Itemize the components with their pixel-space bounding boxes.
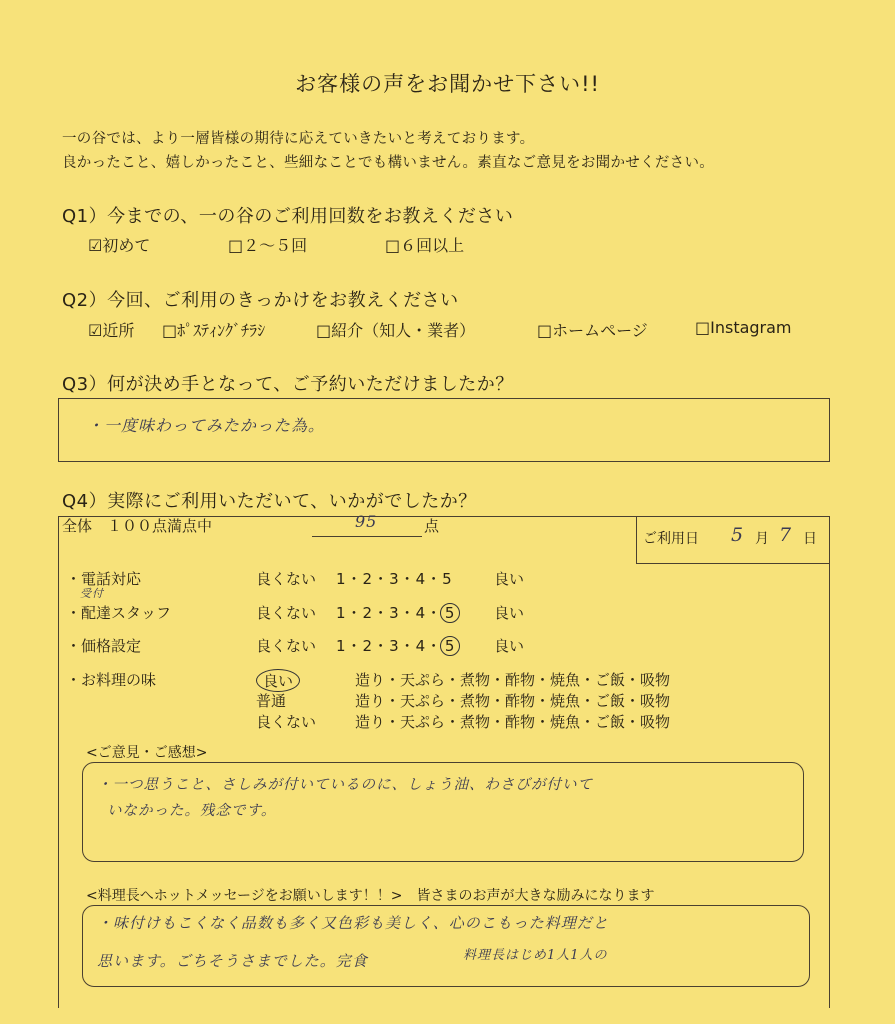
date-month-unit: 月 <box>755 531 769 547</box>
rating-phone-label: ・電話対応 <box>66 570 142 588</box>
rating-price-selected: 5 <box>440 636 460 656</box>
rating-delivery-annotation: 受付 <box>80 587 104 600</box>
message-line-1: ・味付けもこくなく品数も多く又色彩も美しく、心のこもった料理だと <box>97 914 609 932</box>
rating-price-scale-prefix: 1・2・3・4・ <box>336 637 443 655</box>
taste-label: ・お料理の味 <box>66 671 157 689</box>
score-value[interactable]: 95 <box>355 512 378 531</box>
q2-option-homepage[interactable]: □ホームページ <box>537 321 648 340</box>
comments-box[interactable] <box>82 762 804 862</box>
rating-delivery-label: ・配達スタッフ <box>66 604 172 622</box>
rating-delivery-scale-prefix: 1・2・3・4・ <box>336 604 443 622</box>
q1-question: Q1）今までの、一の谷のご利用回数をお教えください <box>62 206 514 227</box>
score-label: 全体 １００点満点中 <box>62 517 213 535</box>
rating-phone-scale[interactable]: 1・2・3・4・5 <box>336 570 453 588</box>
rating-price-good: 良い <box>494 637 525 655</box>
rating-delivery-scale[interactable] <box>336 602 458 623</box>
message-line-3: 料理長はじめ1人1人の <box>463 948 608 963</box>
rating-price-label: ・価格設定 <box>66 637 142 655</box>
rating-delivery-selected: 5 <box>440 603 460 623</box>
taste-items-normal: 造り・天ぷら・煮物・酢物・焼魚・ご飯・吸物 <box>355 692 671 710</box>
message-box[interactable] <box>82 905 810 987</box>
taste-items-good: 造り・天ぷら・煮物・酢物・焼魚・ご飯・吸物 <box>355 671 671 689</box>
comments-line-2: いなかった。残念です。 <box>107 803 277 819</box>
date-month: 5 <box>731 524 745 546</box>
q2-option-neighborhood[interactable]: ☑近所 <box>88 321 135 340</box>
message-label: <料理長へホットメッセージをお願いします！！> 皆さまのお声が大きな励みになります <box>86 888 655 904</box>
taste-level-good-circled[interactable]: 良い <box>256 669 300 692</box>
q1-option-first[interactable]: ☑初めて <box>88 236 151 255</box>
message-line-2: 思います。ごちそうさまでした。完食 <box>97 952 368 970</box>
date-day-unit: 日 <box>803 531 817 547</box>
q3-question: Q3）何が決め手となって、ご予約いただけましたか？ <box>62 374 514 395</box>
q2-option-referral[interactable]: □紹介（知人・業者） <box>316 321 476 340</box>
comments-line-1: ・一つ思うこと、さしみが付いているのに、しょう油、わさびが付いて <box>97 777 593 793</box>
rating-price-scale[interactable] <box>336 635 458 656</box>
q2-question: Q2）今回、ご利用のきっかけをお教えください <box>62 290 459 311</box>
date-day: 7 <box>779 524 793 546</box>
rating-delivery-good: 良い <box>494 604 525 622</box>
page-title: お客様の声をお聞かせ下さい!! <box>295 72 600 96</box>
q1-option-2-5[interactable]: □２～５回 <box>228 236 308 255</box>
rating-delivery-bad: 良くない <box>256 604 317 622</box>
q1-option-6plus[interactable]: □６回以上 <box>385 236 465 255</box>
q3-answer-box[interactable] <box>58 398 830 462</box>
taste-items-bad: 造り・天ぷら・煮物・酢物・焼魚・ご飯・吸物 <box>355 713 671 731</box>
score-underline <box>312 536 422 537</box>
taste-level-normal[interactable]: 普通 <box>256 692 287 710</box>
rating-price-bad: 良くない <box>256 637 317 655</box>
taste-level-bad[interactable]: 良くない <box>256 713 317 731</box>
comments-label: <ご意見・ご感想> <box>86 745 208 761</box>
rating-phone-good: 良い <box>494 570 525 588</box>
q3-handwritten-answer: ・一度味わってみたかった為。 <box>87 416 325 435</box>
date-label: ご利用日 <box>643 531 699 547</box>
date-box[interactable] <box>636 516 830 564</box>
intro-line-1: 一の谷では、より一層皆様の期待に応えていきたいと考えております。 <box>62 131 535 147</box>
rating-phone-bad: 良くない <box>256 570 317 588</box>
score-unit: 点 <box>424 517 440 535</box>
q2-option-flyer[interactable]: □ﾎﾟｽﾃｨﾝｸﾞﾁﾗｼ <box>162 321 266 340</box>
q4-question: Q4）実際にご利用いただいて、いかがでしたか？ <box>62 491 477 512</box>
q2-option-instagram[interactable]: □Instagram <box>695 318 792 337</box>
intro-line-2: 良かったこと、嬉しかったこと、些細なことでも構いません。素直なご意見をお聞かせください。 <box>62 155 715 171</box>
